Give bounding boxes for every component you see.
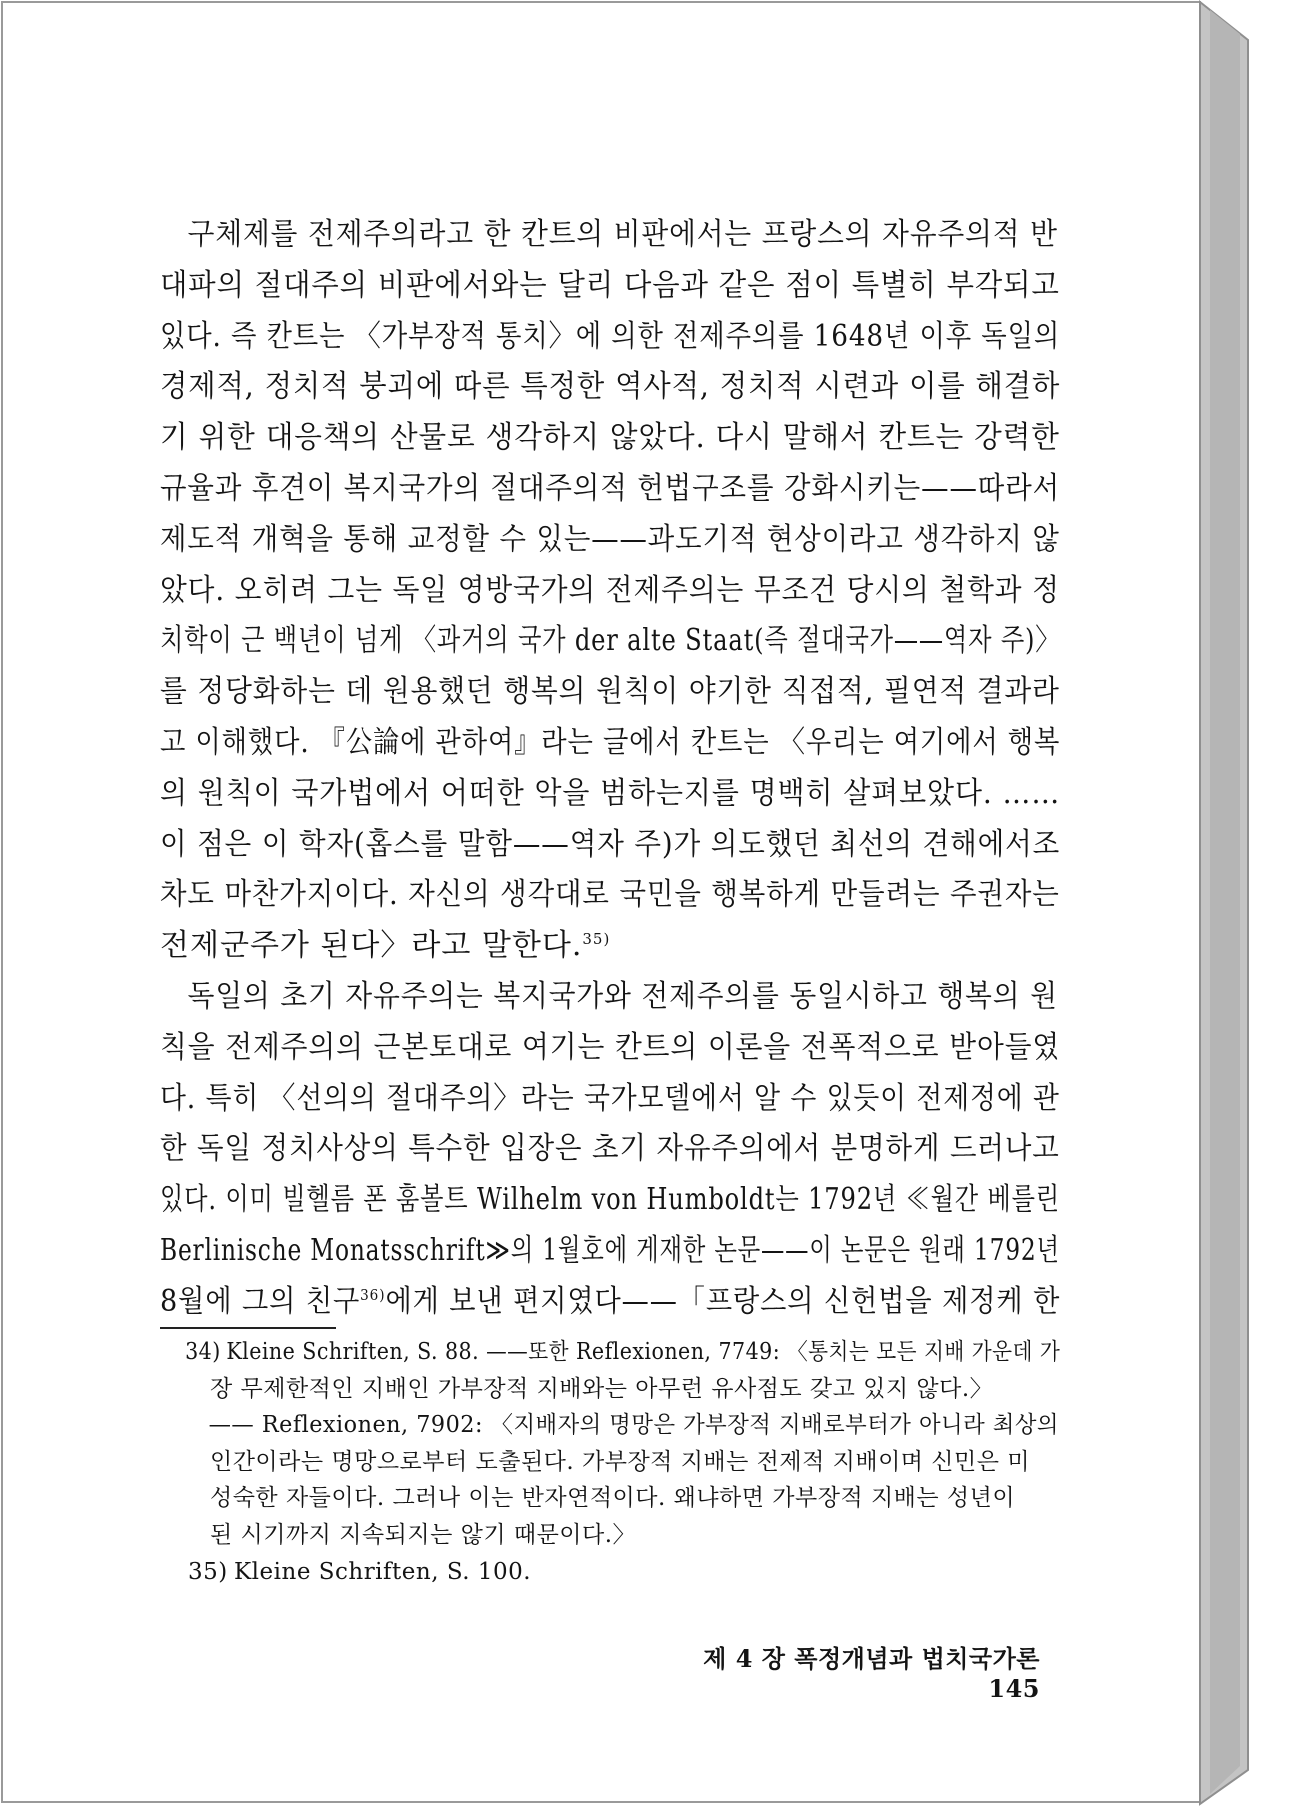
paragraph-2 bbox=[160, 972, 1060, 1328]
footnote-34 bbox=[160, 1334, 1060, 1554]
text-line: 다. 특히 〈선의의 절대주의〉라는 국가모델에서 알 수 있듯이 전제정에 관 bbox=[160, 1080, 1060, 1116]
text-line: 를 정당화하는 데 원용했던 행복의 원칙이 야기한 직접적, 필연적 결과라 bbox=[160, 674, 1060, 710]
text-line: 제도적 개혁을 통해 교정할 수 있는——과도기적 현상이라고 생각하지 않 bbox=[160, 521, 1060, 557]
text-line: 차도 마찬가지이다. 자신의 생각대로 국민을 행복하게 만들려는 주권자는 bbox=[160, 877, 1060, 913]
text-line: 치학이 근 백년이 넘게 〈과거의 국가 der alte Staat(즉 절대국가——역자 주)〉 bbox=[160, 623, 1061, 659]
footnote-number: 35) bbox=[188, 1558, 228, 1585]
footnote-line bbox=[160, 1334, 1061, 1371]
footnote-text: Kleine Schriften, S. 88. ——또한 Reflexionen, 7749: 〈통치는 모든 지배 가운데 가 bbox=[226, 1339, 1061, 1365]
footnote-line: 인간이라는 명망으로부터 도출된다. 가부장적 지배는 전제적 지배이며 신민은 미 bbox=[210, 1448, 1030, 1475]
page-number: 145 bbox=[988, 1674, 1040, 1703]
footnote-35 bbox=[160, 1554, 1060, 1591]
text-line: 구체제를 전제주의라고 한 칸트의 비판에서는 프랑스의 자유주의적 반 bbox=[187, 217, 1058, 252]
text-line: 대파의 절대주의 비판에서와는 달리 다음과 같은 점이 특별히 부각되고 bbox=[160, 267, 1060, 303]
footnote-line: 된 시기까지 지속되지는 않기 때문이다.〉 bbox=[210, 1521, 637, 1548]
text-line: 경제적, 정치적 붕괴에 따른 특정한 역사적, 정치적 시련과 이를 해결하 bbox=[160, 369, 1061, 405]
footnotes bbox=[160, 1334, 1060, 1590]
text-line-with-ref bbox=[160, 921, 1060, 972]
text-line-with-ref bbox=[160, 1277, 1061, 1328]
footnote-divider bbox=[160, 1327, 336, 1329]
footnote-number: 34) bbox=[185, 1339, 221, 1365]
footnote-text: Kleine Schriften, S. 100. bbox=[234, 1558, 532, 1585]
text-line: 규율과 후견이 복지국가의 절대주의적 헌법구조를 강화시키는——따라서 bbox=[160, 470, 1061, 506]
text-line: 한 독일 정치사상의 특수한 입장은 초기 자유주의에서 분명하게 드러나고 bbox=[160, 1131, 1060, 1167]
chapter-title: 제 4 장 폭정개념과 법치국가론 bbox=[703, 1644, 1040, 1673]
text-line: 의 원칙이 국가법에서 어떠한 악을 범하는지를 명백히 살펴보았다. …… bbox=[160, 775, 1061, 811]
running-footer bbox=[650, 1639, 1040, 1703]
text-line: 8월에 그의 친구 bbox=[160, 1283, 361, 1319]
footnote-line: 장 무제한적인 지배인 가부장적 지배와는 아무런 유사점도 갖고 있지 않다.〉 bbox=[210, 1375, 994, 1402]
text-line: 칙을 전제주의의 근본토대로 여기는 칸트의 이론을 전폭적으로 받아들였 bbox=[160, 1029, 1061, 1065]
footnote-ref: 36) bbox=[360, 1285, 386, 1304]
footnote-ref: 35) bbox=[582, 930, 611, 949]
text-line-tail: 에게 보낸 편지였다——「프랑스의 신헌법을 제정케 한 bbox=[385, 1283, 1061, 1319]
footnote-line bbox=[160, 1554, 1060, 1591]
footnote-line: —— Reflexionen, 7902: 〈지배자의 명망은 가부장적 지배로부터가 아니라 최상의 bbox=[208, 1412, 1059, 1439]
body-text bbox=[160, 210, 1060, 1328]
text-line: 독일의 초기 자유주의는 복지국가와 전제주의를 동일시하고 행복의 원 bbox=[187, 978, 1058, 1014]
text-line: 았다. 오히려 그는 독일 영방국가의 전제주의는 무조건 당시의 철학과 정 bbox=[160, 572, 1060, 608]
text-line: 전제군주가 된다〉라고 말한다. bbox=[160, 928, 583, 964]
text-line: 기 위한 대응책의 산물로 생각하지 않았다. 다시 말해서 칸트는 강력한 bbox=[160, 420, 1060, 456]
text-line: 있다. 이미 빌헬름 폰 훔볼트 Wilhelm von Humboldt는 1792년 ≪월간 베를린 bbox=[160, 1182, 1060, 1218]
footnote-line: 성숙한 자들이다. 그러나 이는 반자연적이다. 왜냐하면 가부장적 지배는 성년이 bbox=[210, 1485, 1016, 1512]
paragraph-1 bbox=[160, 210, 1060, 972]
text-line: 이 점은 이 학자(홉스를 말함——역자 주)가 의도했던 최선의 견해에서조 bbox=[160, 826, 1061, 862]
text-line: Berlinische Monatsschrift≫의 1월호에 게재한 논문——이 논문은 원래 1792년 bbox=[160, 1232, 1060, 1268]
text-line: 고 이해했다. 『公論에 관하여』라는 글에서 칸트는 〈우리는 여기에서 행복 bbox=[160, 724, 1061, 760]
text-line: 있다. 즉 칸트는 〈가부장적 통치〉에 의한 전제주의를 1648년 이후 독일의 bbox=[160, 318, 1061, 354]
